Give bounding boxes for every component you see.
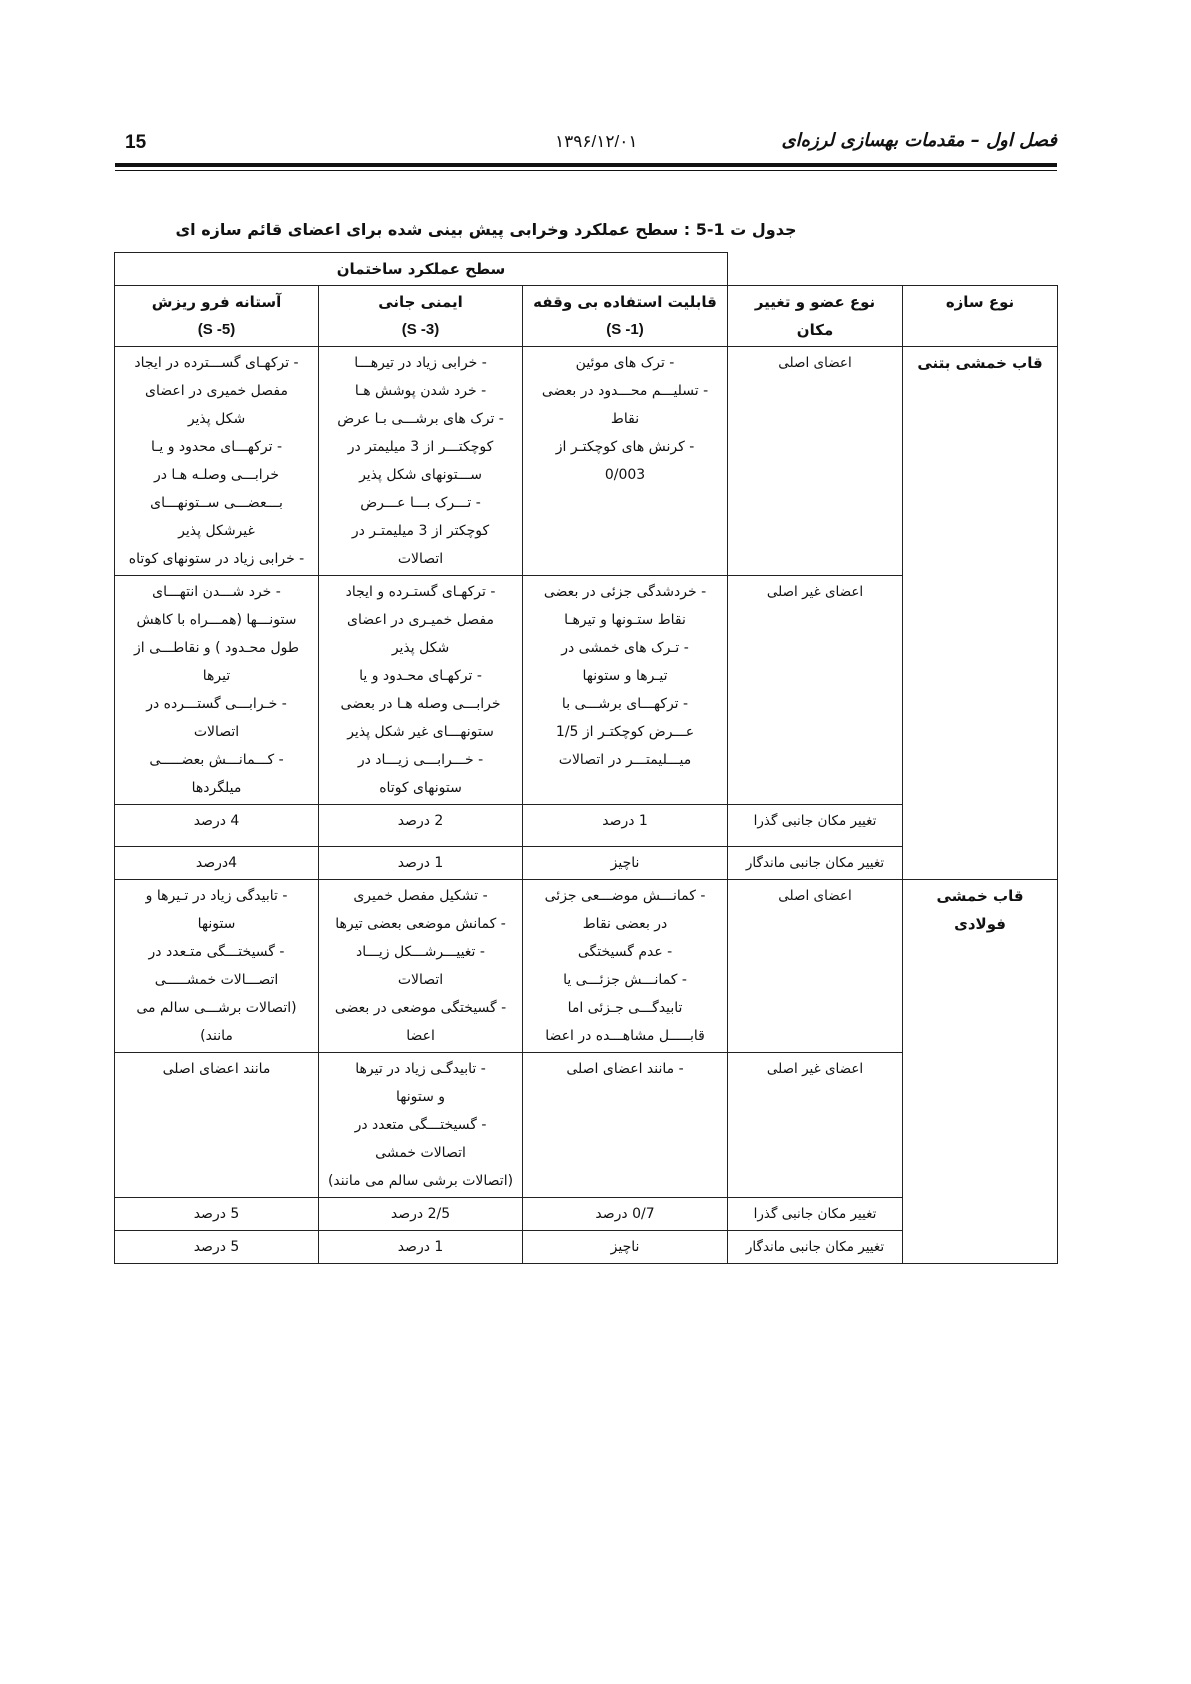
steel-secondary-s3 [319, 1053, 523, 1198]
cell-line: - ترکهـای محـدود و یا [359, 668, 482, 684]
concrete-secondary-s3 [319, 576, 523, 805]
cell-line: - خرابی زیاد در ستونهای کوتاه [128, 551, 305, 567]
structure-type-header: نوع سازه [903, 286, 1058, 347]
member-transient-drift: تغییر مکان جانبی گذرا [728, 805, 903, 847]
concrete-primary-s5 [115, 347, 319, 576]
cell-line: اتصالات [397, 972, 444, 988]
cell-line: مانند) [200, 1028, 233, 1044]
cell-line: - ترکهـــای محدود و یـا [150, 439, 283, 455]
cell-line: - ترکهـای گستـرده و ایجاد [345, 584, 496, 600]
cell-line: - تشکیل مفصل خمیری [353, 888, 488, 904]
level-s5-code: (S -5) [197, 321, 236, 338]
cell-line: غیرشکل پذیر [178, 523, 255, 539]
performance-level-header: سطح عملکرد ساختمان [115, 253, 728, 286]
concrete-secondary-s5 [115, 576, 319, 805]
performance-table [114, 252, 1058, 1264]
member-transient-drift: تغییر مکان جانبی گذرا [728, 1198, 903, 1231]
cell-line: میـــلیمتـــر در اتصالات [558, 752, 692, 768]
header-rule-thin [115, 170, 1057, 171]
cell-line: - کمانش موضعی بعضی تیرها [335, 916, 506, 932]
steel-primary-s1 [523, 880, 728, 1053]
cell-line: ستونهای کوتاه [379, 780, 462, 796]
cell-line: اعضا [406, 1028, 435, 1044]
cell-line: تیرها [202, 668, 231, 684]
cell-line: - خرد شدن پوشش هـا [354, 383, 487, 399]
steel-permanent-s3: 1 درصد [319, 1231, 523, 1264]
cell-line: مانند اعضای اصلی [162, 1061, 271, 1077]
cell-line: نقاط ستـونها و تیرهـا [564, 612, 686, 628]
cell-line: کوچکتر از 3 میلیمتـر در [351, 523, 490, 539]
member-permanent-drift: تغییر مکان جانبی ماندگار [728, 847, 903, 880]
level-s5-header [115, 286, 319, 347]
cell-line: - تابیدگی زیاد در تـیرها و [145, 888, 288, 904]
cell-line: شکل پذیر [391, 640, 450, 656]
cell-line: اتصالات [397, 551, 444, 567]
structure-steel-frame: قاب خمشی فولادی [903, 880, 1058, 1264]
concrete-primary-s1 [523, 347, 728, 576]
chapter-title: فصل اول – مقدمات بهسازی لرزه‌ای [781, 130, 1057, 151]
cell-line: در بعضی نقاط [582, 916, 668, 932]
cell-line: - کـــمانـــش بعضـــــی [149, 752, 284, 768]
concrete-permanent-s3: 1 درصد [319, 847, 523, 880]
level-s1-code: (S -1) [606, 321, 644, 338]
cell-line: - کرنش های کوچکتـر از [555, 439, 695, 455]
structure-concrete-frame: قاب خمشی بتنی [903, 347, 1058, 880]
member-secondary: اعضای غیر اصلی [728, 576, 903, 805]
cell-line: تابیدگـــی جـزئی اما [567, 1000, 683, 1016]
level-s3-name: ایمنی جانی [378, 293, 463, 311]
cell-line: طول محـدود ) و نقاطـــی از [134, 640, 300, 656]
cell-line: - کمانـــش موضـــعی جزئی [544, 888, 706, 904]
page-number: 15 [125, 132, 147, 153]
cell-line: - گسیختـــگی متعدد در [354, 1117, 487, 1133]
cell-line: مفصل خمیـری در اعضای [346, 612, 495, 628]
cell-line: ستونهـــای غیر شکل پذیر [347, 724, 494, 740]
cell-line: (اتصالات برشی سالم می مانند) [327, 1173, 514, 1189]
member-primary: اعضای اصلی [728, 347, 903, 576]
steel-secondary-s5 [115, 1053, 319, 1198]
cell-line: اتصـــالات خمشـــــی [154, 972, 279, 988]
steel-primary-s3 [319, 880, 523, 1053]
header-rule-thick [115, 163, 1057, 167]
member-primary: اعضای اصلی [728, 880, 903, 1053]
level-s3-header [319, 286, 523, 347]
cell-line: - گسیختگی موضعی در بعضی [334, 1000, 507, 1016]
cell-line: - خرابی زیاد در تیرهـــا [354, 355, 487, 371]
cell-line: ستونها [197, 916, 236, 932]
steel-secondary-s1 [523, 1053, 728, 1198]
cell-line: شکل پذیر [187, 411, 246, 427]
header-blank-cell [728, 253, 1058, 286]
cell-line: 0/003 [604, 467, 646, 483]
steel-permanent-s1: ناچیز [523, 1231, 728, 1264]
cell-line: میلگردها [191, 780, 242, 796]
level-s3-code: (S -3) [401, 321, 440, 338]
member-permanent-drift: تغییر مکان جانبی ماندگار [728, 1231, 903, 1264]
steel-transient-s5: 5 درصد [115, 1198, 319, 1231]
cell-line: و ستونها [396, 1089, 446, 1105]
cell-line: - خردشدگی جزئی در بعضی [543, 584, 707, 600]
cell-line: کوچکتـــر از 3 میلیمتر در [347, 439, 494, 455]
table-caption: جدول ت 1-5 : سطح عملکرد وخرابی پیش بینی شده برای اعضای قائم سازه ای [175, 220, 797, 239]
cell-line: قابـــــل مشاهـــده در اعضا [545, 1028, 705, 1044]
cell-line: نقاط [610, 411, 640, 427]
cell-line: عـــرض کوچکتـر از 1/5 [555, 724, 695, 740]
header-date: ۱۳۹۶/۱۲/۰۱ [555, 132, 638, 151]
cell-line: - تـــرک بـــا عـــرض [360, 495, 481, 511]
concrete-secondary-s1 [523, 576, 728, 805]
cell-line: - تابیدگـی زیاد در تیرها [355, 1061, 486, 1077]
concrete-primary-s3 [319, 347, 523, 576]
concrete-transient-s5: 4 درصد [115, 805, 319, 847]
cell-line: - تغییـــرشـــکل زیـــاد [356, 944, 485, 960]
page-header [115, 128, 1057, 162]
cell-line: - کمانـــش جزئـــی یا [563, 972, 687, 988]
cell-line: (اتصالات برشـــی سالم می [136, 1000, 297, 1016]
steel-primary-s5 [115, 880, 319, 1053]
cell-line: - ترک های موئین [575, 355, 675, 371]
cell-line: - تسلیـــم محـــدود در بعضی [541, 383, 709, 399]
cell-line: - خـرابـــی گستـــرده در [146, 696, 287, 712]
member-secondary: اعضای غیر اصلی [728, 1053, 903, 1198]
cell-line: - ترکهـــای برشـــی با [561, 696, 689, 712]
member-type-header: نوع عضو و تغییر مکان [728, 286, 903, 347]
cell-line: تیـرها و ستونها [582, 668, 668, 684]
steel-transient-s1: 0/7 درصد [523, 1198, 728, 1231]
steel-transient-s3: 2/5 درصد [319, 1198, 523, 1231]
cell-line: - ترکهـای گســـترده در ایجاد [134, 355, 299, 371]
cell-line: - ترک های برشـــی بـا عرض [337, 411, 504, 427]
cell-line: اتصالات [193, 724, 240, 740]
concrete-transient-s1: 1 درصد [523, 805, 728, 847]
cell-line: - تـرک های خمشی در [561, 640, 689, 656]
concrete-transient-s3: 2 درصد [319, 805, 523, 847]
cell-line: خرابـــی وصله هـا در بعضی [340, 696, 501, 712]
cell-line: - عدم گسیختگی [577, 944, 673, 960]
level-s5-name: آستانه فرو ریزش [151, 293, 282, 311]
cell-line: ســـتونهای شکل پذیر [359, 467, 482, 483]
cell-line: - خرد شـــدن انتهـــای [152, 584, 281, 600]
cell-line: خرابـــی وصلـه هـا در [153, 467, 280, 483]
cell-line: بـــعضـــی ســتونهـــای [150, 495, 283, 511]
concrete-permanent-s1: ناچیز [523, 847, 728, 880]
cell-line: ستونـــها (همـــراه با کاهش [136, 612, 297, 628]
level-s1-name: قابلیت استفاده بی وقفه [533, 293, 717, 311]
cell-line: مفصل خمیری در اعضای [145, 383, 288, 399]
cell-line: - گسیختـــگی متـعدد در [148, 944, 285, 960]
concrete-permanent-s5: 4درصد [115, 847, 319, 880]
cell-line: - مانند اعضای اصلی [566, 1061, 684, 1077]
level-s1-header [523, 286, 728, 347]
cell-line: اتصالات خمشی [375, 1145, 466, 1161]
cell-line: - خـــرابـــی زیـــاد در [357, 752, 484, 768]
steel-permanent-s5: 5 درصد [115, 1231, 319, 1264]
